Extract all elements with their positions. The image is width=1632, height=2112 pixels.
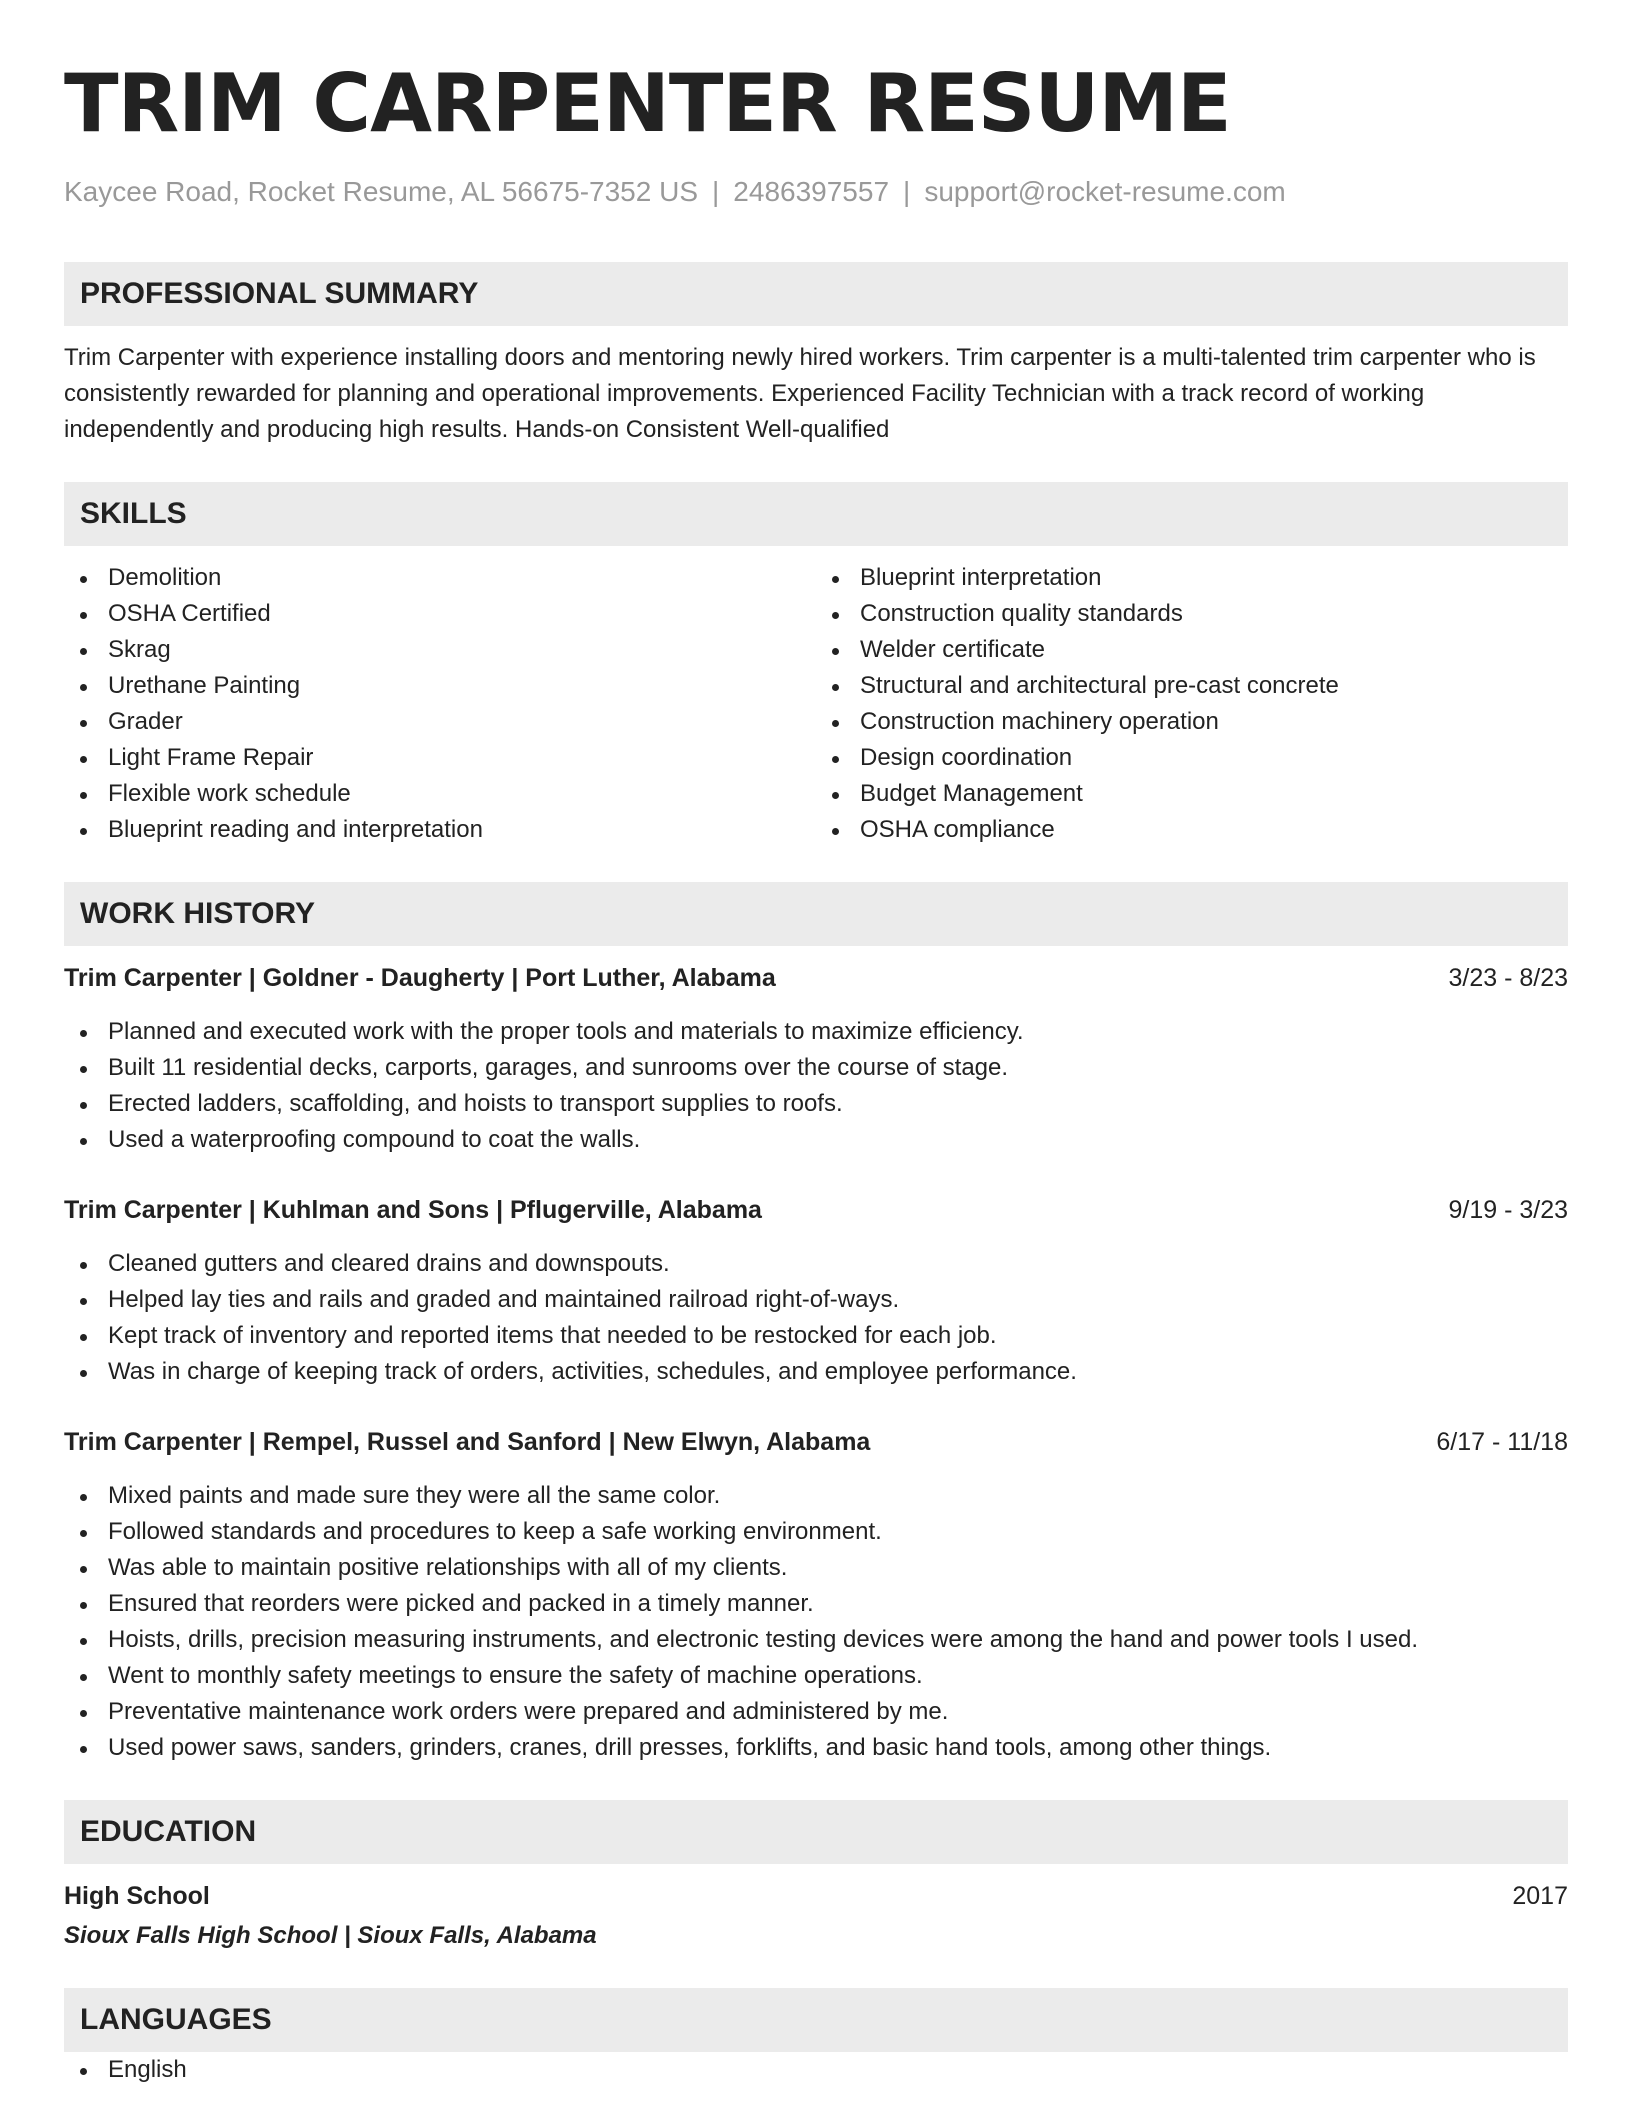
skills-column-left bbox=[64, 560, 816, 848]
skill-item: Structural and architectural pre-cast concrete bbox=[816, 668, 1568, 704]
contact-phone: 2486397557 bbox=[733, 176, 890, 207]
job-entry bbox=[64, 1192, 1568, 1390]
skills-grid bbox=[64, 560, 1568, 848]
job-header bbox=[64, 1424, 1568, 1460]
skill-item: Demolition bbox=[64, 560, 816, 596]
job-bullet: Used a waterproofing compound to coat the walls. bbox=[64, 1122, 1568, 1158]
languages-heading: LANGUAGES bbox=[64, 1988, 1568, 2052]
skills-list-left bbox=[64, 560, 816, 848]
job-bullet: Was in charge of keeping track of orders, activities, schedules, and employee performance. bbox=[64, 1354, 1568, 1390]
job-header bbox=[64, 1192, 1568, 1228]
job-bullet: Erected ladders, scaffolding, and hoists to transport supplies to roofs. bbox=[64, 1086, 1568, 1122]
contact-separator: | bbox=[903, 176, 911, 207]
job-dates: 9/19 - 3/23 bbox=[1448, 1196, 1568, 1224]
education-school: Sioux Falls High School | Sioux Falls, Alabama bbox=[64, 1922, 597, 1949]
job-entry bbox=[64, 960, 1568, 1158]
language-item: English bbox=[64, 2052, 1568, 2088]
job-bullet: Ensured that reorders were picked and packed in a timely manner. bbox=[64, 1586, 1568, 1622]
skill-item: Skrag bbox=[64, 632, 816, 668]
job-bullet: Built 11 residential decks, carports, garages, and sunrooms over the course of stage. bbox=[64, 1050, 1568, 1086]
skills-heading: SKILLS bbox=[64, 482, 1568, 546]
job-bullet: Used power saws, sanders, grinders, cranes, drill presses, forklifts, and basic hand tools, among other things. bbox=[64, 1730, 1568, 1766]
contact-email[interactable]: support@rocket-resume.com bbox=[924, 176, 1286, 207]
summary-text: Trim Carpenter with experience installing doors and mentoring newly hired workers. Trim carpenter is a multi-talented trim carpenter who is consistently rewarded for planning and operational improvements. Experienced Facility Technician with a track record of working independently and producing high results. Hands-on Consistent Well-qualified bbox=[64, 344, 1536, 443]
job-bullet: Preventative maintenance work orders were prepared and administered by me. bbox=[64, 1694, 1568, 1730]
contact-separator: | bbox=[712, 176, 720, 207]
job-header bbox=[64, 960, 1568, 996]
contact-address: Kaycee Road, Rocket Resume, AL 56675-7352 US bbox=[64, 176, 699, 207]
job-dates: 3/23 - 8/23 bbox=[1448, 964, 1568, 992]
skill-item: Budget Management bbox=[816, 776, 1568, 812]
job-bullets bbox=[64, 1014, 1568, 1158]
education-heading: EDUCATION bbox=[64, 1800, 1568, 1864]
skill-item: Construction quality standards bbox=[816, 596, 1568, 632]
skill-item: Blueprint reading and interpretation bbox=[64, 812, 816, 848]
job-bullet: Planned and executed work with the proper tools and materials to maximize efficiency. bbox=[64, 1014, 1568, 1050]
skill-item: OSHA compliance bbox=[816, 812, 1568, 848]
skill-item: Blueprint interpretation bbox=[816, 560, 1568, 596]
job-title: Trim Carpenter | Goldner - Daugherty | Port Luther, Alabama bbox=[64, 964, 776, 992]
job-bullets bbox=[64, 1478, 1568, 1766]
skill-item: Grader bbox=[64, 704, 816, 740]
job-bullet: Mixed paints and made sure they were all the same color. bbox=[64, 1478, 1568, 1514]
job-dates: 6/17 - 11/18 bbox=[1436, 1428, 1568, 1456]
education-degree: High School bbox=[64, 1882, 210, 1910]
job-entry bbox=[64, 1424, 1568, 1766]
contact-line bbox=[64, 174, 1568, 210]
job-bullet: Cleaned gutters and cleared drains and downspouts. bbox=[64, 1246, 1568, 1282]
education-entry bbox=[64, 1878, 1568, 1954]
skill-item: Urethane Painting bbox=[64, 668, 816, 704]
education-year: 2017 bbox=[1512, 1882, 1568, 1910]
skill-item: Flexible work schedule bbox=[64, 776, 816, 812]
job-title: Trim Carpenter | Rempel, Russel and Sanford | New Elwyn, Alabama bbox=[64, 1428, 871, 1456]
skill-item: Construction machinery operation bbox=[816, 704, 1568, 740]
job-title: Trim Carpenter | Kuhlman and Sons | Pflugerville, Alabama bbox=[64, 1196, 762, 1224]
skill-item: Light Frame Repair bbox=[64, 740, 816, 776]
skills-list-right bbox=[816, 560, 1568, 848]
job-bullet: Went to monthly safety meetings to ensure the safety of machine operations. bbox=[64, 1658, 1568, 1694]
job-bullet: Helped lay ties and rails and graded and maintained railroad right-of-ways. bbox=[64, 1282, 1568, 1318]
work-history-heading: WORK HISTORY bbox=[64, 882, 1568, 946]
job-bullets bbox=[64, 1246, 1568, 1390]
work-history-list bbox=[64, 960, 1568, 1766]
skills-column-right bbox=[816, 560, 1568, 848]
skill-item: Welder certificate bbox=[816, 632, 1568, 668]
languages-list bbox=[64, 2052, 1568, 2088]
job-bullet: Was able to maintain positive relationships with all of my clients. bbox=[64, 1550, 1568, 1586]
resume-title: TRIM CARPENTER RESUME bbox=[64, 57, 1231, 150]
job-bullet: Hoists, drills, precision measuring instruments, and electronic testing devices were among the hand and power tools I used. bbox=[64, 1622, 1568, 1658]
skill-item: Design coordination bbox=[816, 740, 1568, 776]
summary-heading: PROFESSIONAL SUMMARY bbox=[64, 262, 1568, 326]
job-bullet: Kept track of inventory and reported items that needed to be restocked for each job. bbox=[64, 1318, 1568, 1354]
job-bullet: Followed standards and procedures to keep a safe working environment. bbox=[64, 1514, 1568, 1550]
skill-item: OSHA Certified bbox=[64, 596, 816, 632]
